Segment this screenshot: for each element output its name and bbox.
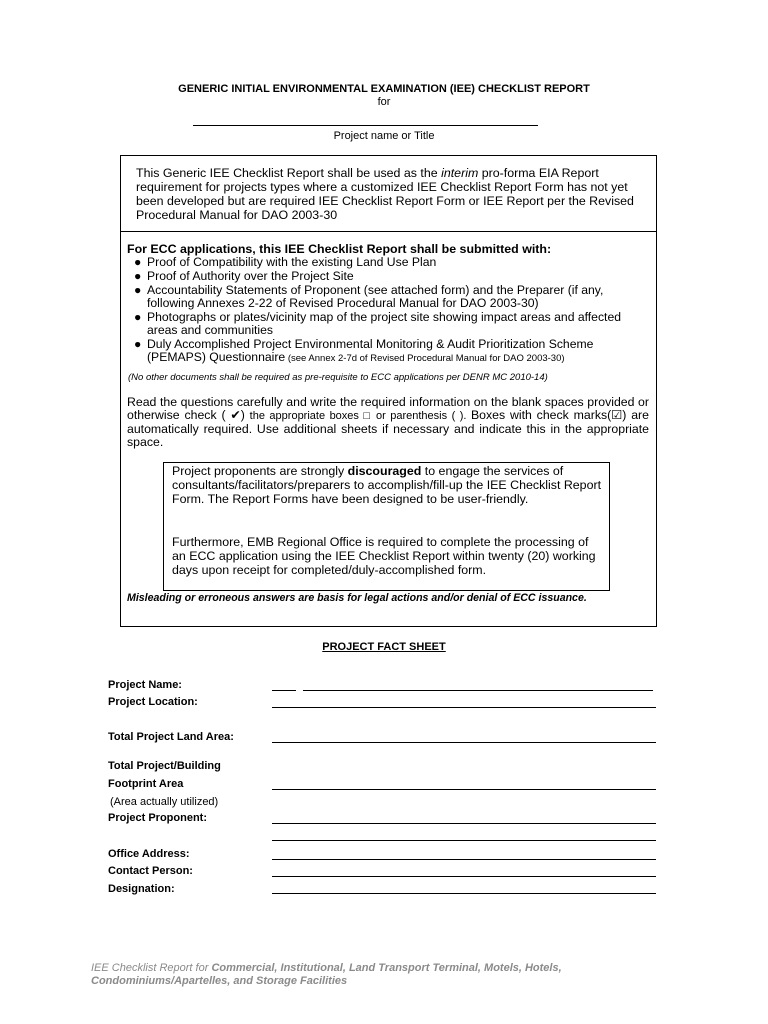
office-address-label: Office Address: [108, 848, 190, 860]
designation-field[interactable] [272, 893, 656, 894]
project-location-label: Project Location: [108, 696, 198, 708]
intro-emphasis: interim [441, 166, 479, 180]
building-footprint-label-2: Footprint Area [108, 778, 184, 790]
document-title: GENERIC INITIAL ENVIRONMENTAL EXAMINATION (IEE) CHECKLIST REPORT [178, 83, 590, 95]
instructions-text-c: the appropriate boxes [249, 410, 364, 422]
office-address-field[interactable] [272, 859, 656, 860]
land-area-field[interactable] [272, 742, 656, 743]
annex-reference: (see Annex 2-7d of Revised Procedural Manual for DAO 2003-30) [285, 353, 565, 364]
no-other-documents-note: (No other documents shall be required as pre-requisite to ECC applications per DENR MC 2010-14) [128, 372, 548, 383]
instructions-text-f: ) are automatically required. Use additional sheets if necessary and indicate this in the appropriate space. [127, 408, 649, 449]
intro-text-a: This Generic IEE Checklist Report shall be used as the [136, 166, 442, 180]
project-name-field-b[interactable] [303, 690, 653, 691]
legal-warning: Misleading or erroneous answers are basis for legal actions and/or denial of ECC issuance. [127, 592, 587, 604]
project-name-blank[interactable] [193, 125, 538, 126]
list-item-text: Photographs or plates/vicinity map of the project site showing impact areas and affected areas and communities [147, 310, 621, 337]
bullet-icon: ● [134, 310, 142, 324]
footprint-area-field[interactable] [272, 789, 656, 790]
list-item-text: Proof of Compatibility with the existing Land Use Plan [147, 255, 437, 269]
instructions-paragraph [127, 396, 649, 449]
list-item [132, 270, 652, 283]
check-mark-icon: ✔ [230, 408, 241, 422]
footer-facility-types: Commercial, Institutional, Land Transport Terminal, Motels, Hotels, Condominiums/Apartelles, and Storage Facilities [91, 962, 562, 987]
checkbox-icon: □ [363, 410, 372, 422]
project-proponent-field-2[interactable] [272, 840, 656, 841]
notice-text-b: to engage the services of consultants/facilitators/preparers to accomplish/fill-up the IEE Checklist Report Form. The Report Forms have been designed to be user-friendly. [172, 464, 602, 506]
instructions-text-a: Read the questions carefully and write the required information on the blank spaces provided or otherwise check ( [127, 395, 649, 422]
for-label: for [377, 96, 391, 108]
list-item [132, 284, 652, 310]
bullet-icon: ● [134, 337, 142, 351]
bullet-icon: ● [134, 269, 142, 283]
box-divider [120, 231, 657, 232]
notice-paragraph-2: Furthermore, EMB Regional Office is required to complete the processing of an ECC application using the IEE Checklist Report within twenty (20) working days upon receipt for completed/duly-accomplished form. [172, 535, 596, 577]
intro-paragraph [136, 166, 636, 222]
ecc-requirements-list [132, 256, 652, 366]
project-proponent-label: Project Proponent: [108, 812, 208, 824]
page-footer [91, 962, 691, 988]
instructions-text-d: or parenthesis ( ). [371, 410, 471, 422]
fact-sheet-title: PROJECT FACT SHEET [322, 641, 446, 653]
project-name-label: Project Name: [108, 679, 182, 691]
contact-person-label: Contact Person: [108, 865, 193, 877]
notice-emphasis: discouraged [347, 464, 422, 478]
project-location-field[interactable] [272, 707, 656, 708]
list-item [132, 338, 652, 365]
project-name-field-a[interactable] [272, 690, 296, 691]
checked-box-icon: ☑ [611, 408, 623, 422]
bullet-icon: ● [134, 283, 142, 297]
land-area-label: Total Project Land Area: [108, 731, 234, 743]
project-proponent-field[interactable] [272, 823, 656, 824]
intro-text-b: pro-forma EIA Report requirement for projects types where a customized IEE Checklist Report Form has not yet been developed but are required IEE Checklist Report Form or IEE Report per the Revised Procedural Manual for DAO 2003-30 [136, 166, 634, 222]
contact-person-field[interactable] [272, 876, 656, 877]
list-item [132, 311, 652, 337]
building-footprint-label-1: Total Project/Building [108, 760, 221, 772]
ecc-heading: For ECC applications, this IEE Checklist Report shall be submitted with: [127, 242, 552, 256]
list-item-text: Accountability Statements of Proponent (see attached form) and the Preparer (if any, following Annexes 2-22 of Revised Procedural Manual for DAO 2003-30) [147, 283, 604, 310]
list-item-text: Duly Accomplished Project Environmental Monitoring & Audit Prioritization Scheme (PEMAPS) Questionnaire [147, 337, 594, 364]
designation-label: Designation: [108, 883, 175, 895]
list-item [132, 256, 652, 269]
area-utilized-note: (Area actually utilized) [110, 796, 219, 808]
instructions-text-b: ) [240, 408, 250, 422]
project-name-caption: Project name or Title [333, 130, 435, 142]
instructions-text-e: Boxes with check marks( [470, 408, 612, 422]
notice-paragraph-1 [172, 464, 602, 506]
list-item-text: Proof of Authority over the Project Site [147, 269, 354, 283]
footer-prefix: IEE Checklist Report for [91, 962, 212, 974]
bullet-icon: ● [134, 255, 142, 269]
notice-text-a: Project proponents are strongly [172, 464, 348, 478]
